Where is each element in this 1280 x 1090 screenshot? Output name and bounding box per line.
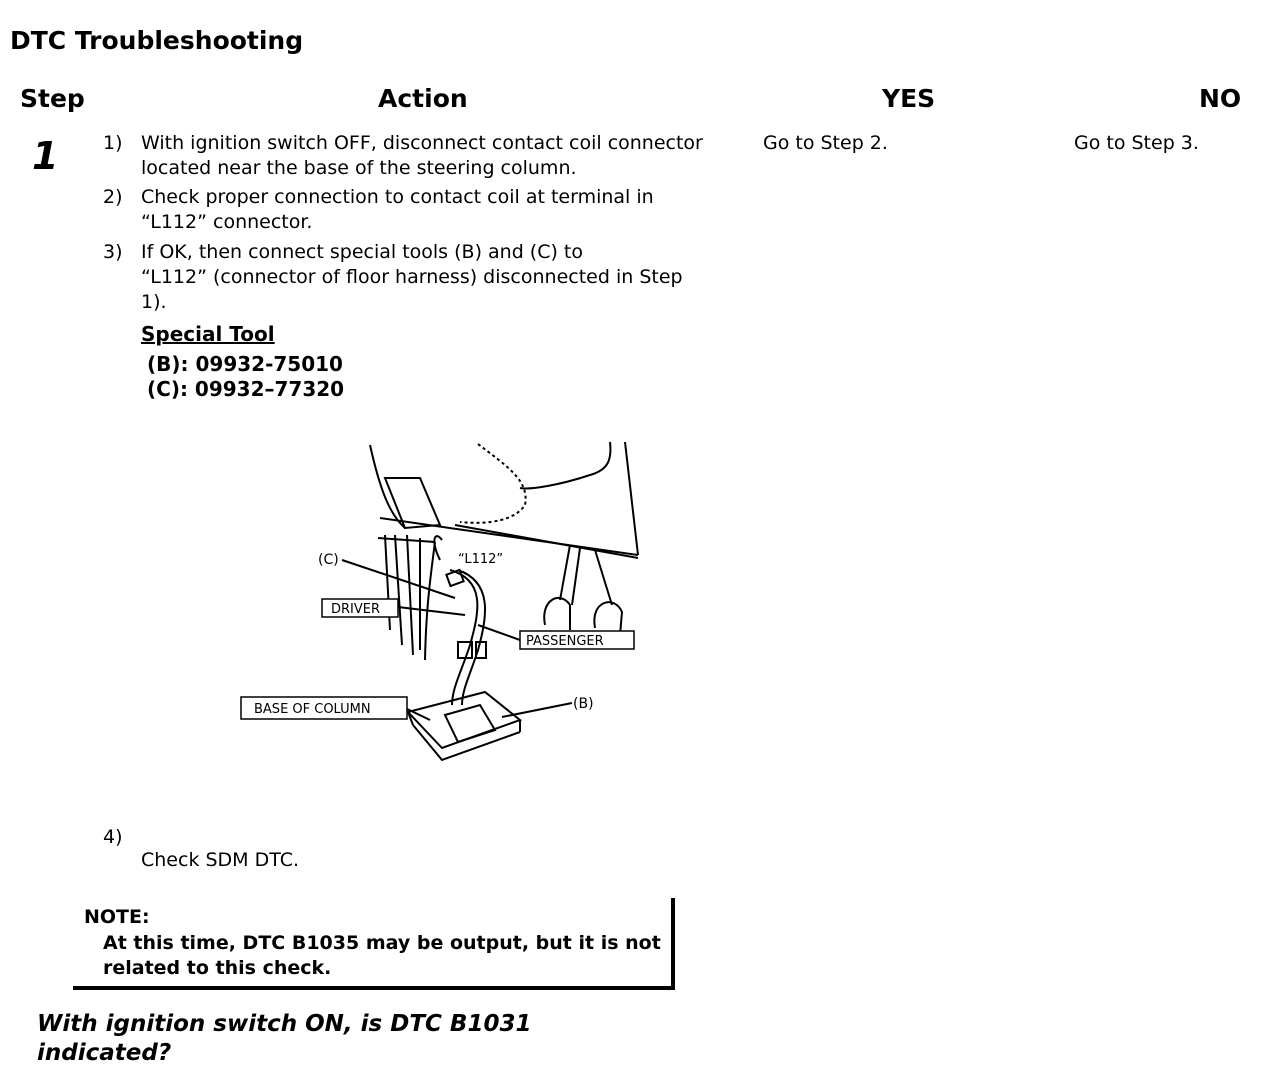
no-result: Go to Step 3. bbox=[1074, 132, 1199, 154]
diagram-label-driver: DRIVER bbox=[331, 602, 381, 617]
diagram-label-passenger: PASSENGER bbox=[526, 634, 604, 649]
diagram-label-b: (B) bbox=[573, 696, 594, 712]
step-question: With ignition switch ON, is DTC B1031 indicated? bbox=[37, 1011, 532, 1066]
special-tool-title: Special Tool bbox=[141, 322, 275, 346]
action-3-number: 3) bbox=[103, 241, 123, 263]
step-number: 1 bbox=[32, 134, 59, 178]
action-2-number: 2) bbox=[103, 186, 123, 208]
header-no: NO bbox=[1199, 84, 1242, 113]
action-2-text: Check proper connection to contact coil at terminal in “L112” connector. bbox=[141, 186, 654, 233]
action-1-number: 1) bbox=[103, 132, 123, 154]
header-step: Step bbox=[20, 84, 85, 113]
action-1-text: With ignition switch OFF, disconnect contact coil connector located near the base of the steering column. bbox=[141, 132, 703, 179]
diagram-label-l112: “L112” bbox=[458, 552, 504, 567]
note-text: At this time, DTC B1035 may be output, but it is not related to this check. bbox=[103, 932, 661, 979]
diagram-label-base: BASE OF COLUMN bbox=[254, 702, 371, 717]
yes-result: Go to Step 2. bbox=[763, 132, 888, 154]
special-tool-c: (C): 09932–77320 bbox=[147, 377, 345, 401]
header-yes: YES bbox=[882, 84, 936, 113]
header-action: Action bbox=[378, 84, 468, 113]
page-title: DTC Troubleshooting bbox=[10, 26, 304, 55]
action-3-text: If OK, then connect special tools (B) and (C) to “L112” (connector of floor harness) disconnected in Step 1). bbox=[141, 241, 683, 313]
note-title: NOTE: bbox=[84, 906, 150, 928]
action-4-text: Check SDM DTC. bbox=[141, 849, 300, 871]
special-tool-b: (B): 09932-75010 bbox=[147, 352, 343, 376]
diagram-label-c: (C) bbox=[318, 552, 339, 568]
steering-column-diagram bbox=[230, 430, 660, 770]
action-4-number: 4) bbox=[103, 826, 123, 848]
